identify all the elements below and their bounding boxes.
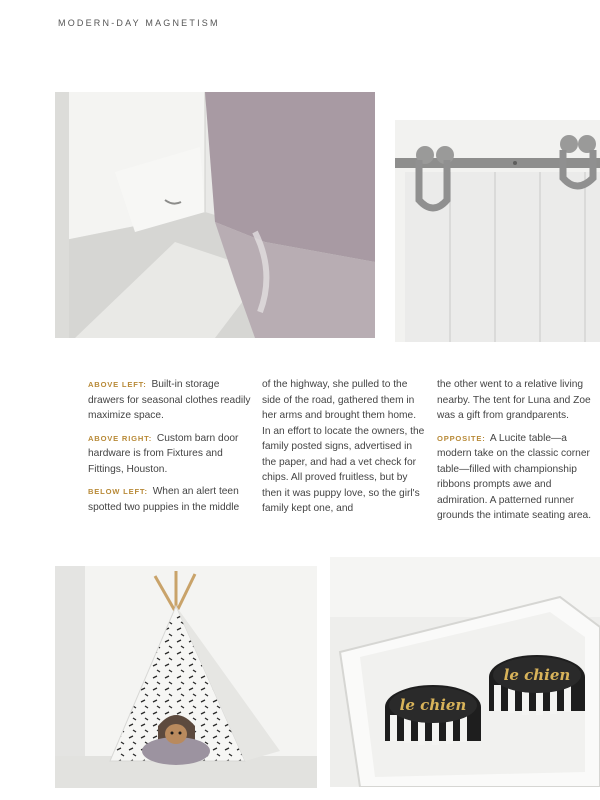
caption-opposite — [437, 431, 597, 524]
photo-le-chien-bowls — [330, 557, 600, 787]
caption-text: Built-in storage drawers for seasonal clothes readily maximize space. — [88, 379, 251, 421]
photo-built-in-drawers — [55, 92, 375, 338]
caption-above-left — [88, 377, 253, 424]
caption-column-3 — [437, 377, 597, 531]
caption-below-left — [88, 484, 253, 515]
running-head: MODERN-DAY MAGNETISM — [58, 18, 220, 28]
photo-dog-teepee — [55, 566, 317, 788]
caption-column-2 — [262, 377, 427, 524]
caption-text: When an alert teen spotted two puppies in the middle — [88, 486, 240, 513]
caption-tag: ABOVE RIGHT: — [88, 433, 153, 443]
caption-tag: ABOVE LEFT: — [88, 380, 147, 389]
caption-tag: OPPOSITE: — [437, 433, 486, 443]
bowl-right-label: le chien — [503, 666, 571, 684]
caption-story-continued: of the highway, she pulled to the side of the road, gathered them in her arms and brought them home. In an effort to locate the owners, the family posted signs, advertised in the paper, and had a vet check for chips. All proved fruitless, but by then it was puppy love, so the girl's family kept one, and — [262, 379, 425, 514]
photo-barn-door-hardware — [395, 120, 600, 342]
bowl-left-label: le chien — [399, 696, 467, 714]
caption-tag: BELOW LEFT: — [88, 487, 148, 496]
caption-story-end: the other went to a relative living nearby. The tent for Luna and Zoe was a gift from grandparents. — [437, 379, 591, 421]
caption-above-right — [88, 431, 253, 478]
caption-text: A Lucite table—a modern take on the classic corner table—filled with championship ribbons prompts awe and admiration. A patterned runner grounds the intimate seating area. — [437, 432, 592, 521]
caption-text: Custom barn door hardware is from Fixtures and Fittings, Houston. — [88, 432, 239, 475]
caption-column-1 — [88, 377, 253, 522]
